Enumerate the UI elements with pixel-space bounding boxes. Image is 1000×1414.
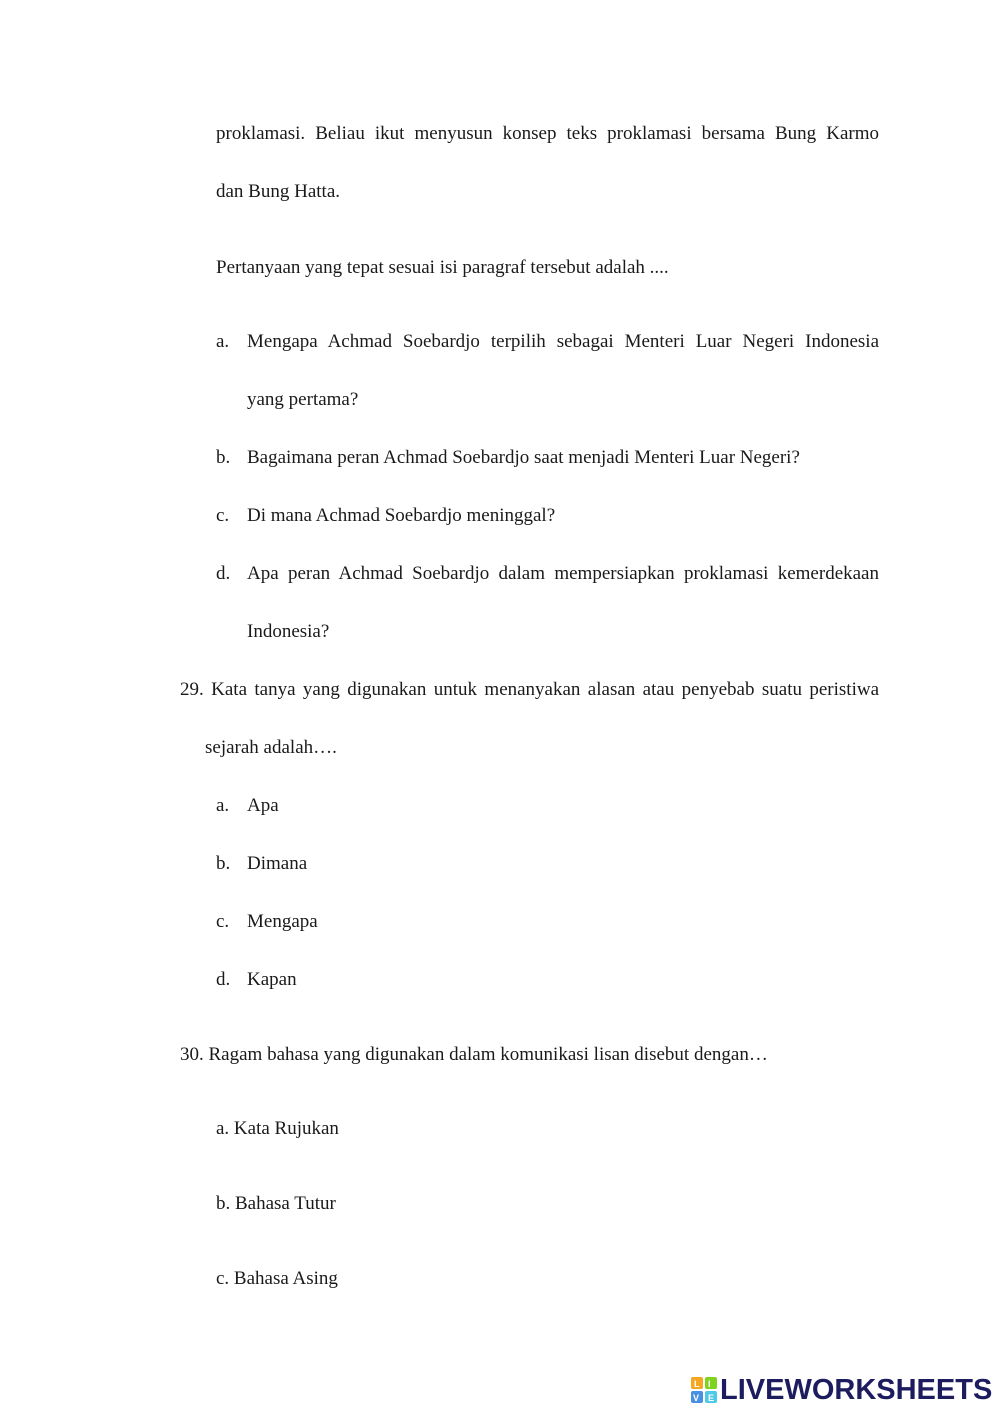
- q29-option-d-text[interactable]: Kapan: [247, 969, 297, 990]
- q29-option-c-letter: c.: [216, 911, 230, 932]
- q30-option-c[interactable]: c. Bahasa Asing: [216, 1268, 338, 1289]
- svg-text:V: V: [693, 1393, 700, 1403]
- q28-option-b-letter: b.: [216, 447, 231, 468]
- question-29-line-2: sejarah adalah….: [205, 737, 337, 758]
- q28-option-d-letter: d.: [216, 563, 231, 584]
- q28-option-a-text[interactable]: Mengapa Achmad Soebardjo terpilih sebagai Menteri Luar Negeri Indonesia: [247, 331, 879, 352]
- passage-line-2: dan Bung Hatta.: [216, 181, 341, 202]
- q29-option-a-letter: a.: [216, 795, 230, 816]
- q29-option-a-text[interactable]: Apa: [247, 795, 279, 816]
- svg-text:I: I: [708, 1379, 711, 1389]
- svg-text:E: E: [708, 1393, 715, 1403]
- q30-option-b[interactable]: b. Bahasa Tutur: [216, 1193, 336, 1214]
- question-29-line-1: 29. Kata tanya yang digunakan untuk menanyakan alasan atau penyebab suatu peristiwa: [180, 679, 879, 700]
- q29-option-c-text[interactable]: Mengapa: [247, 911, 318, 932]
- liveworksheets-logo: [690, 1374, 992, 1406]
- q29-option-b-letter: b.: [216, 853, 231, 874]
- q28-option-b-text[interactable]: Bagaimana peran Achmad Soebardjo saat menjadi Menteri Luar Negeri?: [247, 447, 800, 468]
- q28-option-c-letter: c.: [216, 505, 230, 526]
- liveworksheets-logo-text: LIVEWORKSHEETS: [720, 1373, 993, 1406]
- q28-option-a-continuation: yang pertama?: [247, 389, 359, 410]
- question-28-prompt: Pertanyaan yang tepat sesuai isi paragraf tersebut adalah ....: [216, 257, 669, 278]
- q28-option-d-text[interactable]: Apa peran Achmad Soebardjo dalam mempersiapkan proklamasi kemerdekaan: [247, 563, 879, 584]
- svg-text:L: L: [694, 1379, 700, 1389]
- q28-option-d-continuation: Indonesia?: [247, 621, 330, 642]
- q29-option-d-letter: d.: [216, 969, 231, 990]
- q30-option-a[interactable]: a. Kata Rujukan: [216, 1118, 339, 1139]
- question-30-prompt: 30. Ragam bahasa yang digunakan dalam komunikasi lisan disebut dengan…: [180, 1044, 768, 1065]
- liveworksheets-logo-icon: [690, 1376, 718, 1404]
- q28-option-a-letter: a.: [216, 331, 230, 352]
- passage-line-1: proklamasi. Beliau ikut menyusun konsep teks proklamasi bersama Bung Karmo: [216, 123, 879, 144]
- q29-option-b-text[interactable]: Dimana: [247, 853, 308, 874]
- q28-option-c-text[interactable]: Di mana Achmad Soebardjo meninggal?: [247, 505, 556, 526]
